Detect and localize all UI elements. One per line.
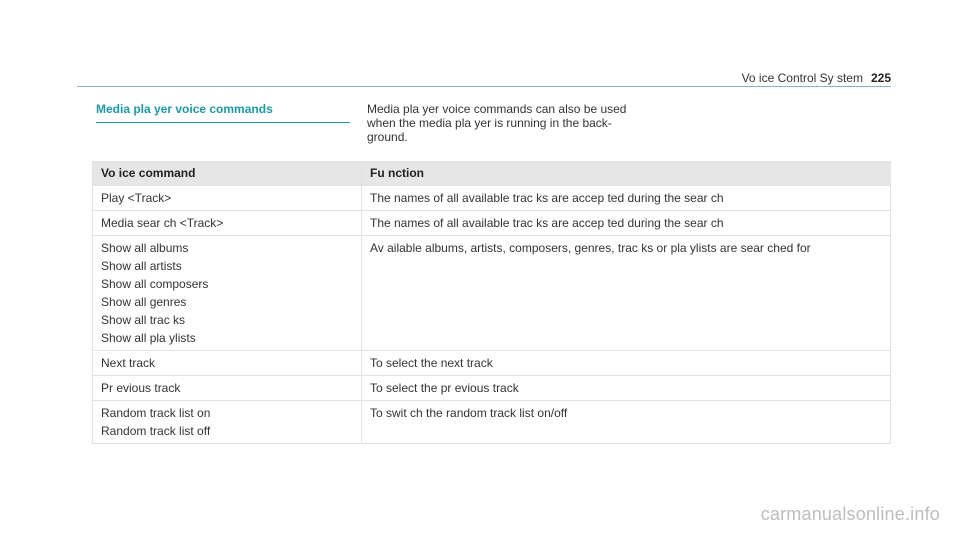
table-row [93,186,891,211]
command-text: Show all trac ks [101,313,186,327]
command-cell [93,401,362,444]
watermark: carmanualsonline.info [760,504,940,524]
table-row [93,401,891,444]
command-text: Show all genres [101,295,187,309]
table-header-row [93,162,891,186]
function-cell: Av ailable albums, artists, composers, genres, trac ks or pla ylists are sear ched for [362,236,891,351]
running-header [742,71,891,85]
command-text: Media sear ch <Track> [101,216,224,230]
function-cell: The names of all available trac ks are accep ted during the sear ch [362,186,891,211]
table-row [93,376,891,401]
function-cell: To select the next track [362,351,891,376]
command-text: Show all pla ylists [101,331,196,345]
command-cell [93,211,362,236]
command-text: Next track [101,356,156,370]
column-header-command: Vo ice command [93,162,362,186]
table-row [93,236,891,351]
command-text: Pr evious track [101,381,181,395]
voice-command-table [92,161,891,444]
page-number: 225 [870,71,891,85]
table-row [93,351,891,376]
chapter-title: Vo ice Control Sy stem [741,71,863,85]
intro-paragraph: Media pla yer voice commands can also be used when the media pla yer is running in the back‐ ground. [367,102,627,144]
command-text: Show all artists [101,259,182,273]
command-cell [93,351,362,376]
header-rule [77,86,891,87]
function-cell: The names of all available trac ks are accep ted during the sear ch [362,211,891,236]
command-cell [93,376,362,401]
column-header-function: Fu nction [362,162,891,186]
command-text: Random track list off [101,424,211,438]
command-text: Random track list on [101,406,211,420]
section-heading: Media pla yer voice commands [96,102,350,123]
command-text: Show all albums [101,241,189,255]
command-cell [93,236,362,351]
command-text: Show all composers [101,277,209,291]
table-row [93,211,891,236]
command-text: Play <Track> [101,191,172,205]
function-cell: To swit ch the random track list on/off [362,401,891,444]
command-cell [93,186,362,211]
function-cell: To select the pr evious track [362,376,891,401]
